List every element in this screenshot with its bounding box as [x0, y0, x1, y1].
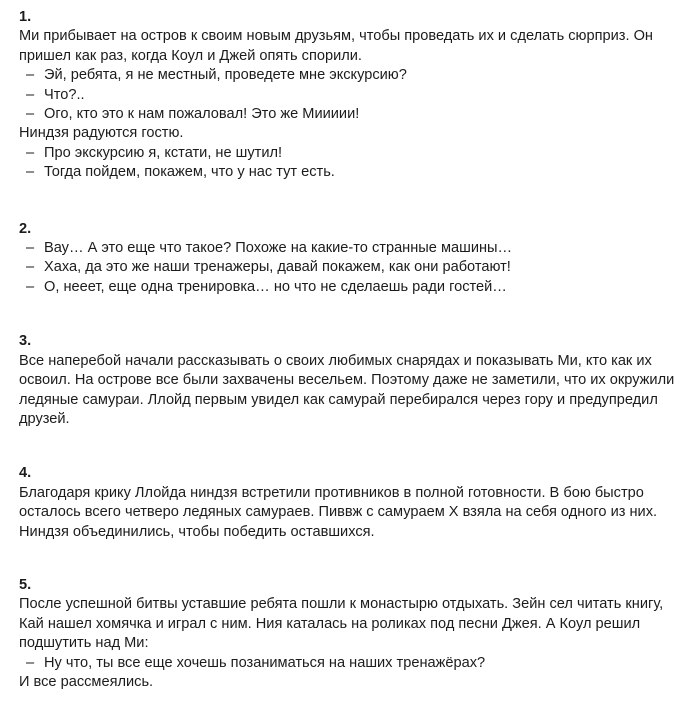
- dialogue-line: [19, 144, 684, 163]
- paragraph: И все рассмеялись.: [19, 673, 154, 690]
- dialogue-line: [19, 86, 684, 105]
- dash-icon: –: [26, 278, 35, 295]
- section-2: [19, 220, 684, 298]
- dialogue-text: О, нееет, еще одна тренировка… но что не сделаешь ради гостей…: [44, 278, 507, 295]
- dialogue-text: Ну что, ты все еще хочешь позаниматься на наших тренажёрах?: [44, 654, 486, 671]
- dialogue-text: Вау… А это еще что такое? Похоже на какие-то странные машины…: [44, 240, 513, 257]
- dialogue-line: [19, 66, 684, 85]
- paragraph: После успешной битвы уставшие ребята пошли к монастырю отдыхать. Зейн сел читать книгу, Кай нашел хомячка и играл с ним. Ния каталась на роликах под песни Джея. А Коул решил подшутить над Ми:: [19, 596, 664, 652]
- dash-icon: –: [26, 144, 35, 161]
- paragraph: Все наперебой начали рассказывать о своих любимых снарядах и показывать Ми, кто как их освоил. На острове все были захвачены весельем. Поэтому даже не заметили, что их окружили ледяные самураи. Ллойд первым увидел как самурай перебирался через гору и предупредил друзей.: [19, 352, 675, 427]
- dialogue-line: [19, 163, 684, 182]
- section-number: 5.: [19, 576, 32, 593]
- section-3: [19, 332, 684, 429]
- document-body: [19, 8, 684, 692]
- dialogue-line: [19, 239, 684, 258]
- dialogue-line: [19, 654, 684, 673]
- paragraph: Благодаря крику Ллойда ниндзя встретили противников в полной готовности. В бою быстро осталось всего четверо ледяных самураев. Пиввж с самураем Х взяла на себя одного из них. Ниндзя объединились, чтобы победить оставшихся.: [19, 484, 658, 540]
- dash-icon: –: [26, 86, 35, 103]
- dialogue-line: [19, 258, 684, 277]
- dialogue-line: [19, 105, 684, 124]
- paragraph: Ми прибывает на остров к своим новым друзьям, чтобы проведать их и сделать сюрприз. Он пришел как раз, когда Коул и Джей опять спорили.: [19, 28, 653, 64]
- dialogue-list: [19, 144, 684, 183]
- dialogue-text: Ого, кто это к нам пожаловал! Это же Миииии!: [44, 106, 360, 123]
- section-4: [19, 464, 684, 542]
- dialogue-list: [19, 239, 684, 297]
- dialogue-text: Тогда пойдем, покажем, что у нас тут есть.: [44, 164, 335, 181]
- dash-icon: –: [26, 654, 35, 671]
- dash-icon: –: [26, 164, 35, 181]
- dialogue-line: [19, 278, 684, 297]
- section-number: 2.: [19, 220, 32, 237]
- dash-icon: –: [26, 240, 35, 257]
- dash-icon: –: [26, 259, 35, 276]
- dialogue-list: [19, 654, 684, 673]
- dialogue-list: [19, 66, 684, 124]
- section-number: 4.: [19, 465, 32, 482]
- dialogue-text: Про экскурсию я, кстати, не шутил!: [44, 144, 283, 161]
- dialogue-text: Хаха, да это же наши тренажеры, давай покажем, как они работают!: [44, 259, 511, 276]
- dialogue-text: Эй, ребята, я не местный, проведете мне экскурсию?: [44, 67, 407, 84]
- paragraph: Ниндзя радуются гостю.: [19, 125, 184, 142]
- dialogue-text: Что?..: [44, 86, 85, 103]
- section-number: 3.: [19, 333, 32, 350]
- section-1: [19, 8, 684, 183]
- section-5: [19, 576, 684, 692]
- dash-icon: –: [26, 67, 35, 84]
- section-number: 1.: [19, 9, 32, 25]
- dash-icon: –: [26, 106, 35, 123]
